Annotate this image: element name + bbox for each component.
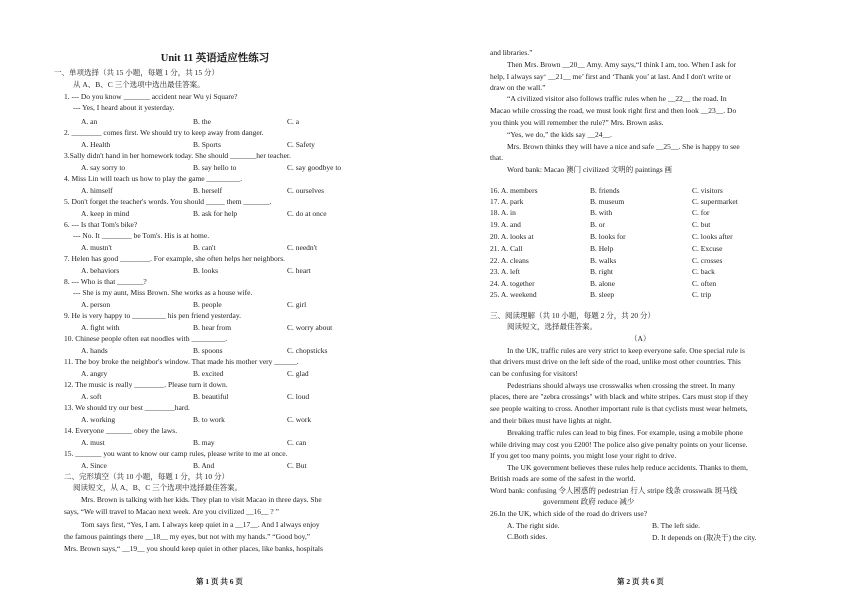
q26-option-d: D. It depends on (取决于) the city. xyxy=(652,533,757,542)
question-12: 12. The music is really ________. Please turn it down. xyxy=(64,380,228,389)
q11-option-c: C. glad xyxy=(287,369,309,378)
q25-option-a: 25. A. weekend xyxy=(490,290,537,299)
q24-option-b: B. alone xyxy=(590,279,615,288)
passage-line-12: British roads are some of the safest in the world. xyxy=(490,474,636,483)
question-7: 7. Helen has good ________. For example, she often helps her neighbors. xyxy=(64,254,285,263)
passage-line-6: see people waiting to cross. Another important rule is that cyclists must wear helmets, xyxy=(490,404,748,413)
cloze-line-4: the famous paintings there __18__ my eyes, but not with my hands.” “Good boy,” xyxy=(64,532,311,541)
q22-option-c: C. crosses xyxy=(692,256,723,265)
q26-option-b: B. The left side. xyxy=(652,521,700,530)
q11-option-b: B. excited xyxy=(193,369,224,378)
q14-option-a: A. must xyxy=(81,438,105,447)
q10-option-c: C. chopsticks xyxy=(287,346,328,355)
q21-option-a: 21. A. Call xyxy=(490,244,523,253)
q10-option-a: A. hands xyxy=(81,346,108,355)
q6-option-b: B. can't xyxy=(193,243,216,252)
q4-option-b: B. herself xyxy=(193,186,223,195)
q14-option-b: B. may xyxy=(193,438,215,447)
q22-option-b: B. walks xyxy=(590,256,617,265)
q5-option-c: C. do at once xyxy=(287,209,327,218)
q16-option-b: B. friends xyxy=(590,186,620,195)
q3-option-b: B. say hello to xyxy=(193,163,237,172)
cloze-continued-9: Mrs. Brown thinks they will have a nice and safe __25__. She is happy to see xyxy=(507,142,740,151)
q5-option-a: A. keep in mind xyxy=(81,209,130,218)
passage-line-10: If you get too many points, you might lose your right to drive. xyxy=(490,451,677,460)
q7-option-b: B. looks xyxy=(193,266,219,275)
q12-option-a: A. soft xyxy=(81,392,102,401)
q17-option-a: 17. A. park xyxy=(490,197,524,206)
question-4: 4. Miss Lin will teach us how to play the game _________. xyxy=(64,174,243,183)
cloze-line-1: Mrs. Brown is talking with her kids. They plan to visit Macao in three days. She xyxy=(81,495,322,504)
q25-option-b: B. sleep xyxy=(590,290,615,299)
q9-option-b: B. hear from xyxy=(193,323,232,332)
q13-option-a: A. working xyxy=(81,415,116,424)
q23-option-b: B. right xyxy=(590,267,613,276)
q26-option-c: C.Both sides. xyxy=(507,532,548,541)
cloze-continued-2: Then Mrs. Brown __20__ Amy. Amy says,“I think I am, too. When I ask for xyxy=(507,60,737,69)
question-15: 15. _______ you want to know our camp rules, please write to me at once. xyxy=(64,449,288,458)
cloze-continued-3: help, I always say‘ __21__ me’ first and ‘Thank you’ at last. And I don't write or xyxy=(490,72,732,81)
cloze-continued-5: “A civilized visitor also follows traffic rules when he __22__ the road. In xyxy=(507,94,727,103)
question-6-reply: --- No. It ________ be Tom's. His is at home. xyxy=(73,231,210,240)
page-number-1: 第 1 页 共 6 页 xyxy=(196,577,243,586)
question-3: 3.Sally didn't hand in her homework today. She should _______her teacher. xyxy=(64,151,291,160)
q21-option-c: C. Excuse xyxy=(692,244,723,253)
q22-option-a: 22. A. cleans xyxy=(490,256,529,265)
q15-option-a: A. Since xyxy=(81,461,107,470)
q16-option-c: C. visitors xyxy=(692,186,723,195)
q1-option-b: B. the xyxy=(193,117,211,126)
q2-option-b: B. Sports xyxy=(193,140,221,149)
q13-option-c: C. work xyxy=(287,415,312,424)
cloze-line-5: Mrs. Brown says,“ __19__ you should keep quiet in other places, like banks, hospitals xyxy=(64,544,323,553)
q9-option-a: A. fight with xyxy=(81,323,120,332)
passage-line-11: The UK government believes these rules help reduce accidents. Thanks to them, xyxy=(507,463,748,472)
passage-a-label: （A） xyxy=(630,334,651,343)
cloze-continued-4: draw on the wall.” xyxy=(490,83,546,92)
q21-option-b: B. Help xyxy=(590,244,614,253)
page-2 xyxy=(430,0,860,603)
q9-option-c: C. worry about xyxy=(287,323,333,332)
q19-option-c: C. but xyxy=(692,220,711,229)
q12-option-b: B. beautiful xyxy=(193,392,229,401)
cloze-continued-6: Macao while crossing the road, we must look right first and then look __23__. Do xyxy=(490,106,737,115)
q6-option-c: C. needn't xyxy=(287,243,318,252)
q23-option-c: C. back xyxy=(692,267,715,276)
q7-option-a: A. behaviors xyxy=(81,266,120,275)
q4-option-c: C. ourselves xyxy=(287,186,325,195)
q12-option-c: C. loud xyxy=(287,392,310,401)
q14-option-c: C. can xyxy=(287,438,307,447)
q8-option-c: C. girl xyxy=(287,300,307,309)
cloze-line-3: Tom says first, “Yes, I am. I always keep quiet in a __17__. And I always enjoy xyxy=(81,520,320,529)
question-8-reply: --- She is my aunt, Miss Brown. She works as a house wife. xyxy=(73,288,253,297)
word-bank-2-cont: government 政府 reduce 减少 xyxy=(543,497,635,506)
passage-line-4: Pedestrians should always use crosswalks when crossing the street. In many xyxy=(507,381,736,390)
cloze-continued-10: that. xyxy=(490,153,504,162)
passage-line-5: places, there are "zebra crossings" with black and white stripes. Cars must stop if they xyxy=(490,392,749,401)
section-2-heading: 二、完形填空（共 10 小题，每题 1 分，共 10 分） xyxy=(64,472,229,481)
q8-option-b: B. people xyxy=(193,300,222,309)
word-bank-2: Word bank: confusing 令人困惑的 pedestrian 行人 stripe 线条 crosswalk 斑马线 xyxy=(490,486,738,495)
question-13: 13. We should try our best ________hard. xyxy=(64,403,190,412)
question-6: 6. --- Is that Tom's bike? xyxy=(64,220,138,229)
q6-option-a: A. mustn't xyxy=(81,243,112,252)
question-11: 11. The boy broke the neighbor's window. That made his mother very ______. xyxy=(64,357,299,366)
q25-option-c: C. trip xyxy=(692,290,712,299)
q7-option-c: C. heart xyxy=(287,266,311,275)
question-8: 8. --- Who is that _______? xyxy=(64,277,147,286)
q1-option-a: A. an xyxy=(81,117,98,126)
q15-option-b: B. And xyxy=(193,461,215,470)
q18-option-a: 18. A. in xyxy=(490,208,516,217)
q2-option-a: A. Health xyxy=(81,140,111,149)
q19-option-a: 19. A. and xyxy=(490,220,521,229)
cloze-line-2: says, “We will travel to Macao next week. Are you civilized __16__ ? ” xyxy=(64,507,279,516)
q18-option-b: B. with xyxy=(590,208,613,217)
q13-option-b: B. to work xyxy=(193,415,225,424)
section-3-heading: 三、阅读理解（共 10 小题，每题 2 分，共 20 分） xyxy=(490,311,655,320)
passage-line-9: while driving may cost you £200! The police also give penalty points on your license. xyxy=(490,440,748,449)
section-3-instruction: 阅读短文，选择最佳答案。 xyxy=(507,322,597,331)
passage-line-8: Breaking traffic rules can lead to big fines. For example, using a mobile phone xyxy=(507,428,743,437)
page-number-2: 第 2 页 共 6 页 xyxy=(617,577,664,586)
q17-option-b: B. museum xyxy=(590,197,625,206)
q11-option-a: A. angry xyxy=(81,369,108,378)
passage-line-3: can be confusing for visitors! xyxy=(490,369,578,378)
q19-option-b: B. or xyxy=(590,220,605,229)
section-2-instruction: 阅读短文，从 A、B、C 三个选项中选择最佳答案。 xyxy=(73,483,243,492)
q1-option-c: C. a xyxy=(287,117,300,126)
q3-option-c: C. say goodbye to xyxy=(287,163,342,172)
q10-option-b: B. spoons xyxy=(193,346,223,355)
question-1-reply: --- Yes, I heard about it yesterday. xyxy=(73,103,175,112)
q16-option-a: 16. A. members xyxy=(490,186,538,195)
passage-line-1: In the UK, traffic rules are very strict to keep everyone safe. One special rule is xyxy=(507,346,745,355)
cloze-continued-8: “Yes, we do,” the kids say __24__. xyxy=(507,130,612,139)
question-26: 26.In the UK, which side of the road do drivers use? xyxy=(490,509,648,518)
passage-line-2: that drivers must drive on the left side of the road, unlike most other countries. This xyxy=(490,357,741,366)
q20-option-b: B. looks for xyxy=(590,232,626,241)
q24-option-a: 24. A. together xyxy=(490,279,535,288)
cloze-continued-1: and libraries.” xyxy=(490,48,533,57)
q2-option-c: C. Safety xyxy=(287,140,315,149)
passage-line-7: and their bikes must have lights at night. xyxy=(490,416,612,425)
q17-option-c: C. supermarket xyxy=(692,197,738,206)
question-1: 1. --- Do you know _______ accident near Wu yi Square? xyxy=(64,92,238,101)
q20-option-a: 20. A. looks at xyxy=(490,232,534,241)
q15-option-c: C. But xyxy=(287,461,307,470)
section-1-heading: 一、单项选择（共 15 小题，每题 1 分，共 15 分） xyxy=(54,68,219,77)
question-5: 5. Don't forget the teacher's words. You should _____ them _______. xyxy=(64,197,272,206)
q26-option-a: A. The right side. xyxy=(507,521,560,530)
q18-option-c: C. for xyxy=(692,208,710,217)
question-9: 9. He is very happy to _________ his pen friend yesterday. xyxy=(64,311,241,320)
question-2: 2. ________ comes first. We should try to keep away from danger. xyxy=(64,128,264,137)
q24-option-c: C. often xyxy=(692,279,717,288)
q4-option-a: A. himself xyxy=(81,186,113,195)
q8-option-a: A. person xyxy=(81,300,111,309)
q23-option-a: 23. A. left xyxy=(490,267,520,276)
question-14: 14. Everyone _______ obey the laws. xyxy=(64,426,178,435)
question-10: 10. Chinese people often eat noodles with _________. xyxy=(64,334,228,343)
q20-option-c: C. looks after xyxy=(692,232,733,241)
q3-option-a: A. say sorry to xyxy=(81,163,126,172)
word-bank-1: Word bank: Macao 澳门 civilized 文明的 paintings 画 xyxy=(507,165,672,174)
cloze-continued-7: you think you will remember the rule?” Mrs. Brown asks. xyxy=(490,118,664,127)
q5-option-b: B. ask for help xyxy=(193,209,238,218)
section-1-instruction: 从 A、B、C 三个选项中选出最佳答案。 xyxy=(73,80,205,89)
worksheet-title: Unit 11 英语适应性练习 xyxy=(160,53,270,64)
